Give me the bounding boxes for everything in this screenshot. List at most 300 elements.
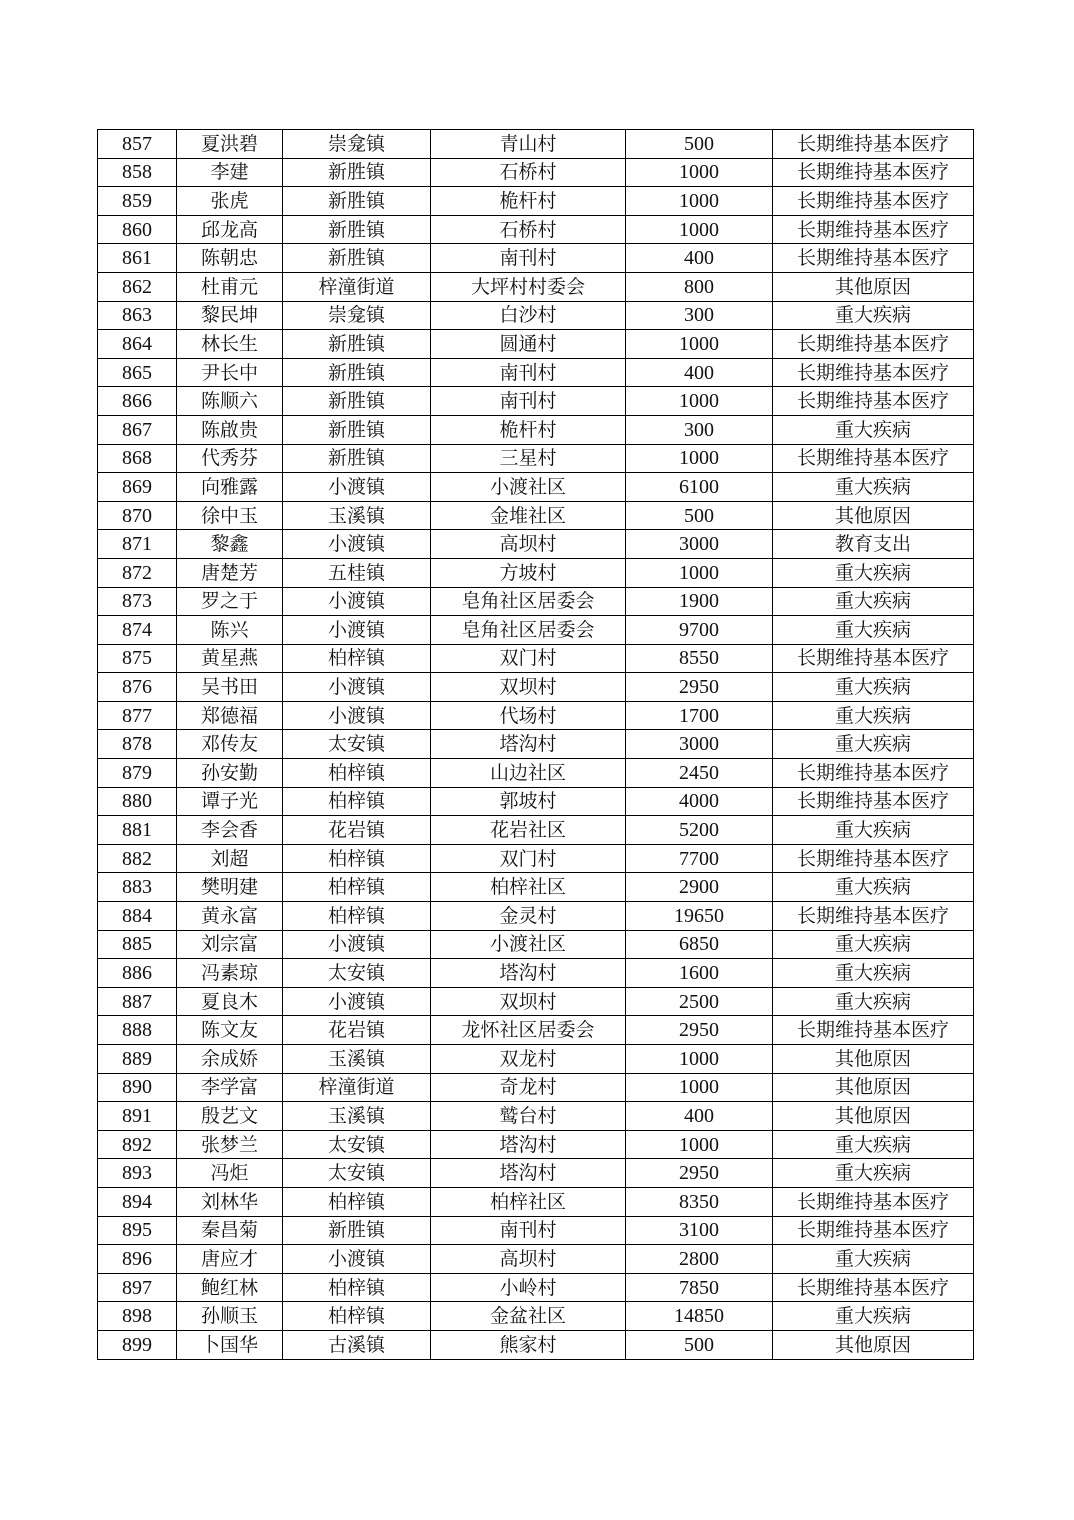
amount-cell: 1600: [626, 959, 773, 988]
village-cell: 小岭村: [431, 1273, 626, 1302]
table-row: [98, 301, 974, 330]
row-number-cell: 869: [98, 473, 177, 502]
table-row: [98, 1273, 974, 1302]
village-cell: 南刊村: [431, 1216, 626, 1245]
name-cell: 罗之于: [177, 587, 283, 616]
amount-cell: 400: [626, 244, 773, 273]
town-cell: 新胜镇: [283, 358, 431, 387]
village-cell: 小渡社区: [431, 473, 626, 502]
town-cell: 新胜镇: [283, 244, 431, 273]
row-number-cell: 875: [98, 644, 177, 673]
town-cell: 玉溪镇: [283, 501, 431, 530]
row-number-cell: 860: [98, 215, 177, 244]
village-cell: 圆通村: [431, 330, 626, 359]
town-cell: 柏梓镇: [283, 759, 431, 788]
table-row: [98, 644, 974, 673]
assistance-table: [97, 129, 974, 1360]
name-cell: 张虎: [177, 187, 283, 216]
name-cell: 李会香: [177, 816, 283, 845]
row-number-cell: 896: [98, 1245, 177, 1274]
reason-cell: 其他原因: [773, 1073, 974, 1102]
row-number-cell: 882: [98, 844, 177, 873]
reason-cell: 长期维持基本医疗: [773, 215, 974, 244]
town-cell: 小渡镇: [283, 530, 431, 559]
reason-cell: 重大疾病: [773, 587, 974, 616]
table-row: [98, 816, 974, 845]
reason-cell: 长期维持基本医疗: [773, 158, 974, 187]
row-number-cell: 883: [98, 873, 177, 902]
reason-cell: 重大疾病: [773, 701, 974, 730]
name-cell: 林长生: [177, 330, 283, 359]
amount-cell: 1000: [626, 387, 773, 416]
town-cell: 柏梓镇: [283, 902, 431, 931]
amount-cell: 3000: [626, 530, 773, 559]
row-number-cell: 879: [98, 759, 177, 788]
town-cell: 花岩镇: [283, 1016, 431, 1045]
village-cell: 柏梓社区: [431, 1187, 626, 1216]
town-cell: 新胜镇: [283, 444, 431, 473]
village-cell: 白沙村: [431, 301, 626, 330]
row-number-cell: 874: [98, 616, 177, 645]
town-cell: 小渡镇: [283, 587, 431, 616]
reason-cell: 长期维持基本医疗: [773, 244, 974, 273]
amount-cell: 1000: [626, 158, 773, 187]
row-number-cell: 862: [98, 272, 177, 301]
amount-cell: 4000: [626, 787, 773, 816]
town-cell: 柏梓镇: [283, 1187, 431, 1216]
name-cell: 夏洪碧: [177, 130, 283, 159]
name-cell: 徐中玉: [177, 501, 283, 530]
town-cell: 新胜镇: [283, 215, 431, 244]
row-number-cell: 891: [98, 1102, 177, 1131]
table-row: [98, 902, 974, 931]
assistance-table-container: [97, 129, 973, 1360]
name-cell: 黄星燕: [177, 644, 283, 673]
table-row: [98, 1045, 974, 1074]
reason-cell: 重大疾病: [773, 959, 974, 988]
table-row: [98, 587, 974, 616]
village-cell: 高坝村: [431, 530, 626, 559]
town-cell: 太安镇: [283, 1159, 431, 1188]
town-cell: 小渡镇: [283, 987, 431, 1016]
amount-cell: 2500: [626, 987, 773, 1016]
town-cell: 小渡镇: [283, 1245, 431, 1274]
reason-cell: 长期维持基本医疗: [773, 444, 974, 473]
name-cell: 孙顺玉: [177, 1302, 283, 1331]
row-number-cell: 857: [98, 130, 177, 159]
reason-cell: 重大疾病: [773, 1302, 974, 1331]
name-cell: 卜国华: [177, 1330, 283, 1359]
row-number-cell: 861: [98, 244, 177, 273]
table-row: [98, 1187, 974, 1216]
village-cell: 奇龙村: [431, 1073, 626, 1102]
row-number-cell: 886: [98, 959, 177, 988]
reason-cell: 长期维持基本医疗: [773, 1187, 974, 1216]
village-cell: 三星村: [431, 444, 626, 473]
town-cell: 五桂镇: [283, 558, 431, 587]
reason-cell: 重大疾病: [773, 1159, 974, 1188]
town-cell: 小渡镇: [283, 930, 431, 959]
amount-cell: 5200: [626, 816, 773, 845]
name-cell: 邓传友: [177, 730, 283, 759]
reason-cell: 重大疾病: [773, 1130, 974, 1159]
table-row: [98, 787, 974, 816]
town-cell: 梓潼街道: [283, 272, 431, 301]
reason-cell: 其他原因: [773, 501, 974, 530]
name-cell: 邱龙高: [177, 215, 283, 244]
row-number-cell: 863: [98, 301, 177, 330]
town-cell: 太安镇: [283, 1130, 431, 1159]
amount-cell: 2950: [626, 1016, 773, 1045]
amount-cell: 1000: [626, 1130, 773, 1159]
table-row: [98, 130, 974, 159]
row-number-cell: 884: [98, 902, 177, 931]
village-cell: 桅杆村: [431, 415, 626, 444]
table-row: [98, 959, 974, 988]
name-cell: 谭子光: [177, 787, 283, 816]
village-cell: 金盆社区: [431, 1302, 626, 1331]
name-cell: 唐楚芳: [177, 558, 283, 587]
reason-cell: 长期维持基本医疗: [773, 759, 974, 788]
row-number-cell: 864: [98, 330, 177, 359]
reason-cell: 其他原因: [773, 272, 974, 301]
name-cell: 刘林华: [177, 1187, 283, 1216]
reason-cell: 长期维持基本医疗: [773, 187, 974, 216]
table-row: [98, 701, 974, 730]
reason-cell: 长期维持基本医疗: [773, 358, 974, 387]
table-row: [98, 1245, 974, 1274]
name-cell: 陈兴: [177, 616, 283, 645]
reason-cell: 长期维持基本医疗: [773, 1016, 974, 1045]
village-cell: 龙怀社区居委会: [431, 1016, 626, 1045]
row-number-cell: 865: [98, 358, 177, 387]
amount-cell: 500: [626, 130, 773, 159]
row-number-cell: 897: [98, 1273, 177, 1302]
reason-cell: 长期维持基本医疗: [773, 1273, 974, 1302]
table-row: [98, 330, 974, 359]
table-row: [98, 530, 974, 559]
village-cell: 塔沟村: [431, 959, 626, 988]
name-cell: 向雅露: [177, 473, 283, 502]
village-cell: 鹫台村: [431, 1102, 626, 1131]
town-cell: 梓潼街道: [283, 1073, 431, 1102]
reason-cell: 长期维持基本医疗: [773, 902, 974, 931]
amount-cell: 9700: [626, 616, 773, 645]
village-cell: 塔沟村: [431, 730, 626, 759]
village-cell: 石桥村: [431, 215, 626, 244]
amount-cell: 1000: [626, 444, 773, 473]
town-cell: 太安镇: [283, 730, 431, 759]
row-number-cell: 866: [98, 387, 177, 416]
table-row: [98, 158, 974, 187]
row-number-cell: 889: [98, 1045, 177, 1074]
row-number-cell: 892: [98, 1130, 177, 1159]
table-row: [98, 873, 974, 902]
table-row: [98, 1073, 974, 1102]
name-cell: 代秀芬: [177, 444, 283, 473]
reason-cell: 重大疾病: [773, 558, 974, 587]
village-cell: 高坝村: [431, 1245, 626, 1274]
village-cell: 双坝村: [431, 987, 626, 1016]
village-cell: 南刊村: [431, 244, 626, 273]
village-cell: 郭坡村: [431, 787, 626, 816]
row-number-cell: 898: [98, 1302, 177, 1331]
row-number-cell: 872: [98, 558, 177, 587]
village-cell: 方坡村: [431, 558, 626, 587]
row-number-cell: 895: [98, 1216, 177, 1245]
name-cell: 黎鑫: [177, 530, 283, 559]
table-row: [98, 616, 974, 645]
village-cell: 山边社区: [431, 759, 626, 788]
reason-cell: 重大疾病: [773, 987, 974, 1016]
town-cell: 崇龛镇: [283, 130, 431, 159]
village-cell: 塔沟村: [431, 1130, 626, 1159]
town-cell: 玉溪镇: [283, 1102, 431, 1131]
town-cell: 新胜镇: [283, 187, 431, 216]
town-cell: 柏梓镇: [283, 873, 431, 902]
row-number-cell: 878: [98, 730, 177, 759]
table-row: [98, 558, 974, 587]
table-row: [98, 930, 974, 959]
name-cell: 陈朝忠: [177, 244, 283, 273]
amount-cell: 7850: [626, 1273, 773, 1302]
name-cell: 刘超: [177, 844, 283, 873]
row-number-cell: 876: [98, 673, 177, 702]
table-row: [98, 244, 974, 273]
table-row: [98, 844, 974, 873]
amount-cell: 500: [626, 1330, 773, 1359]
town-cell: 古溪镇: [283, 1330, 431, 1359]
reason-cell: 教育支出: [773, 530, 974, 559]
village-cell: 双门村: [431, 644, 626, 673]
table-row: [98, 444, 974, 473]
name-cell: 张梦兰: [177, 1130, 283, 1159]
table-row: [98, 1130, 974, 1159]
amount-cell: 800: [626, 272, 773, 301]
village-cell: 熊家村: [431, 1330, 626, 1359]
village-cell: 金灵村: [431, 902, 626, 931]
table-row: [98, 473, 974, 502]
village-cell: 皂角社区居委会: [431, 616, 626, 645]
reason-cell: 长期维持基本医疗: [773, 330, 974, 359]
name-cell: 殷艺文: [177, 1102, 283, 1131]
town-cell: 新胜镇: [283, 158, 431, 187]
amount-cell: 6850: [626, 930, 773, 959]
table-row: [98, 987, 974, 1016]
name-cell: 黎民坤: [177, 301, 283, 330]
name-cell: 刘宗富: [177, 930, 283, 959]
row-number-cell: 890: [98, 1073, 177, 1102]
name-cell: 樊明建: [177, 873, 283, 902]
reason-cell: 重大疾病: [773, 730, 974, 759]
row-number-cell: 894: [98, 1187, 177, 1216]
row-number-cell: 859: [98, 187, 177, 216]
amount-cell: 2950: [626, 673, 773, 702]
row-number-cell: 881: [98, 816, 177, 845]
name-cell: 李建: [177, 158, 283, 187]
reason-cell: 重大疾病: [773, 1245, 974, 1274]
amount-cell: 8550: [626, 644, 773, 673]
town-cell: 新胜镇: [283, 415, 431, 444]
row-number-cell: 880: [98, 787, 177, 816]
name-cell: 陈文友: [177, 1016, 283, 1045]
amount-cell: 14850: [626, 1302, 773, 1331]
table-row: [98, 759, 974, 788]
amount-cell: 1000: [626, 558, 773, 587]
reason-cell: 其他原因: [773, 1045, 974, 1074]
name-cell: 鲍红林: [177, 1273, 283, 1302]
village-cell: 代场村: [431, 701, 626, 730]
town-cell: 花岩镇: [283, 816, 431, 845]
town-cell: 柏梓镇: [283, 644, 431, 673]
name-cell: 尹长中: [177, 358, 283, 387]
reason-cell: 重大疾病: [773, 816, 974, 845]
town-cell: 玉溪镇: [283, 1045, 431, 1074]
reason-cell: 长期维持基本医疗: [773, 130, 974, 159]
name-cell: 孙安勤: [177, 759, 283, 788]
town-cell: 太安镇: [283, 959, 431, 988]
amount-cell: 3000: [626, 730, 773, 759]
name-cell: 吴书田: [177, 673, 283, 702]
reason-cell: 其他原因: [773, 1330, 974, 1359]
row-number-cell: 893: [98, 1159, 177, 1188]
town-cell: 新胜镇: [283, 387, 431, 416]
amount-cell: 300: [626, 301, 773, 330]
table-row: [98, 1302, 974, 1331]
village-cell: 石桥村: [431, 158, 626, 187]
amount-cell: 400: [626, 1102, 773, 1131]
name-cell: 陈顺六: [177, 387, 283, 416]
reason-cell: 长期维持基本医疗: [773, 844, 974, 873]
amount-cell: 1000: [626, 187, 773, 216]
village-cell: 桅杆村: [431, 187, 626, 216]
amount-cell: 19650: [626, 902, 773, 931]
table-row: [98, 673, 974, 702]
town-cell: 小渡镇: [283, 701, 431, 730]
table-row: [98, 215, 974, 244]
town-cell: 崇龛镇: [283, 301, 431, 330]
table-row: [98, 1216, 974, 1245]
amount-cell: 2900: [626, 873, 773, 902]
reason-cell: 重大疾病: [773, 673, 974, 702]
table-body: [98, 130, 974, 1360]
town-cell: 小渡镇: [283, 616, 431, 645]
reason-cell: 重大疾病: [773, 930, 974, 959]
table-row: [98, 387, 974, 416]
town-cell: 新胜镇: [283, 1216, 431, 1245]
village-cell: 青山村: [431, 130, 626, 159]
reason-cell: 重大疾病: [773, 301, 974, 330]
reason-cell: 重大疾病: [773, 473, 974, 502]
table-row: [98, 1159, 974, 1188]
village-cell: 花岩社区: [431, 816, 626, 845]
reason-cell: 长期维持基本医疗: [773, 787, 974, 816]
amount-cell: 1000: [626, 1045, 773, 1074]
town-cell: 新胜镇: [283, 330, 431, 359]
amount-cell: 2800: [626, 1245, 773, 1274]
amount-cell: 3100: [626, 1216, 773, 1245]
row-number-cell: 899: [98, 1330, 177, 1359]
row-number-cell: 873: [98, 587, 177, 616]
table-row: [98, 415, 974, 444]
village-cell: 双龙村: [431, 1045, 626, 1074]
amount-cell: 1000: [626, 330, 773, 359]
village-cell: 双门村: [431, 844, 626, 873]
amount-cell: 300: [626, 415, 773, 444]
name-cell: 秦昌菊: [177, 1216, 283, 1245]
amount-cell: 1900: [626, 587, 773, 616]
amount-cell: 500: [626, 501, 773, 530]
row-number-cell: 887: [98, 987, 177, 1016]
name-cell: 冯素琼: [177, 959, 283, 988]
village-cell: 双坝村: [431, 673, 626, 702]
table-row: [98, 501, 974, 530]
row-number-cell: 870: [98, 501, 177, 530]
row-number-cell: 867: [98, 415, 177, 444]
row-number-cell: 871: [98, 530, 177, 559]
row-number-cell: 858: [98, 158, 177, 187]
amount-cell: 8350: [626, 1187, 773, 1216]
name-cell: 唐应才: [177, 1245, 283, 1274]
row-number-cell: 877: [98, 701, 177, 730]
amount-cell: 1000: [626, 215, 773, 244]
town-cell: 柏梓镇: [283, 844, 431, 873]
table-row: [98, 187, 974, 216]
table-row: [98, 272, 974, 301]
row-number-cell: 868: [98, 444, 177, 473]
reason-cell: 长期维持基本医疗: [773, 387, 974, 416]
name-cell: 余成娇: [177, 1045, 283, 1074]
village-cell: 皂角社区居委会: [431, 587, 626, 616]
amount-cell: 1000: [626, 1073, 773, 1102]
town-cell: 柏梓镇: [283, 1273, 431, 1302]
town-cell: 柏梓镇: [283, 787, 431, 816]
amount-cell: 7700: [626, 844, 773, 873]
amount-cell: 6100: [626, 473, 773, 502]
row-number-cell: 885: [98, 930, 177, 959]
name-cell: 李学富: [177, 1073, 283, 1102]
village-cell: 柏梓社区: [431, 873, 626, 902]
name-cell: 冯炬: [177, 1159, 283, 1188]
village-cell: 塔沟村: [431, 1159, 626, 1188]
reason-cell: 长期维持基本医疗: [773, 644, 974, 673]
amount-cell: 1700: [626, 701, 773, 730]
amount-cell: 2950: [626, 1159, 773, 1188]
village-cell: 南刊村: [431, 358, 626, 387]
amount-cell: 2450: [626, 759, 773, 788]
reason-cell: 长期维持基本医疗: [773, 1216, 974, 1245]
town-cell: 柏梓镇: [283, 1302, 431, 1331]
village-cell: 小渡社区: [431, 930, 626, 959]
amount-cell: 400: [626, 358, 773, 387]
table-row: [98, 1016, 974, 1045]
reason-cell: 重大疾病: [773, 873, 974, 902]
town-cell: 小渡镇: [283, 673, 431, 702]
row-number-cell: 888: [98, 1016, 177, 1045]
village-cell: 大坪村村委会: [431, 272, 626, 301]
name-cell: 陈啟贵: [177, 415, 283, 444]
town-cell: 小渡镇: [283, 473, 431, 502]
table-row: [98, 358, 974, 387]
table-row: [98, 1330, 974, 1359]
name-cell: 夏良木: [177, 987, 283, 1016]
name-cell: 杜甫元: [177, 272, 283, 301]
reason-cell: 重大疾病: [773, 415, 974, 444]
reason-cell: 其他原因: [773, 1102, 974, 1131]
table-row: [98, 730, 974, 759]
name-cell: 郑德福: [177, 701, 283, 730]
village-cell: 金堆社区: [431, 501, 626, 530]
